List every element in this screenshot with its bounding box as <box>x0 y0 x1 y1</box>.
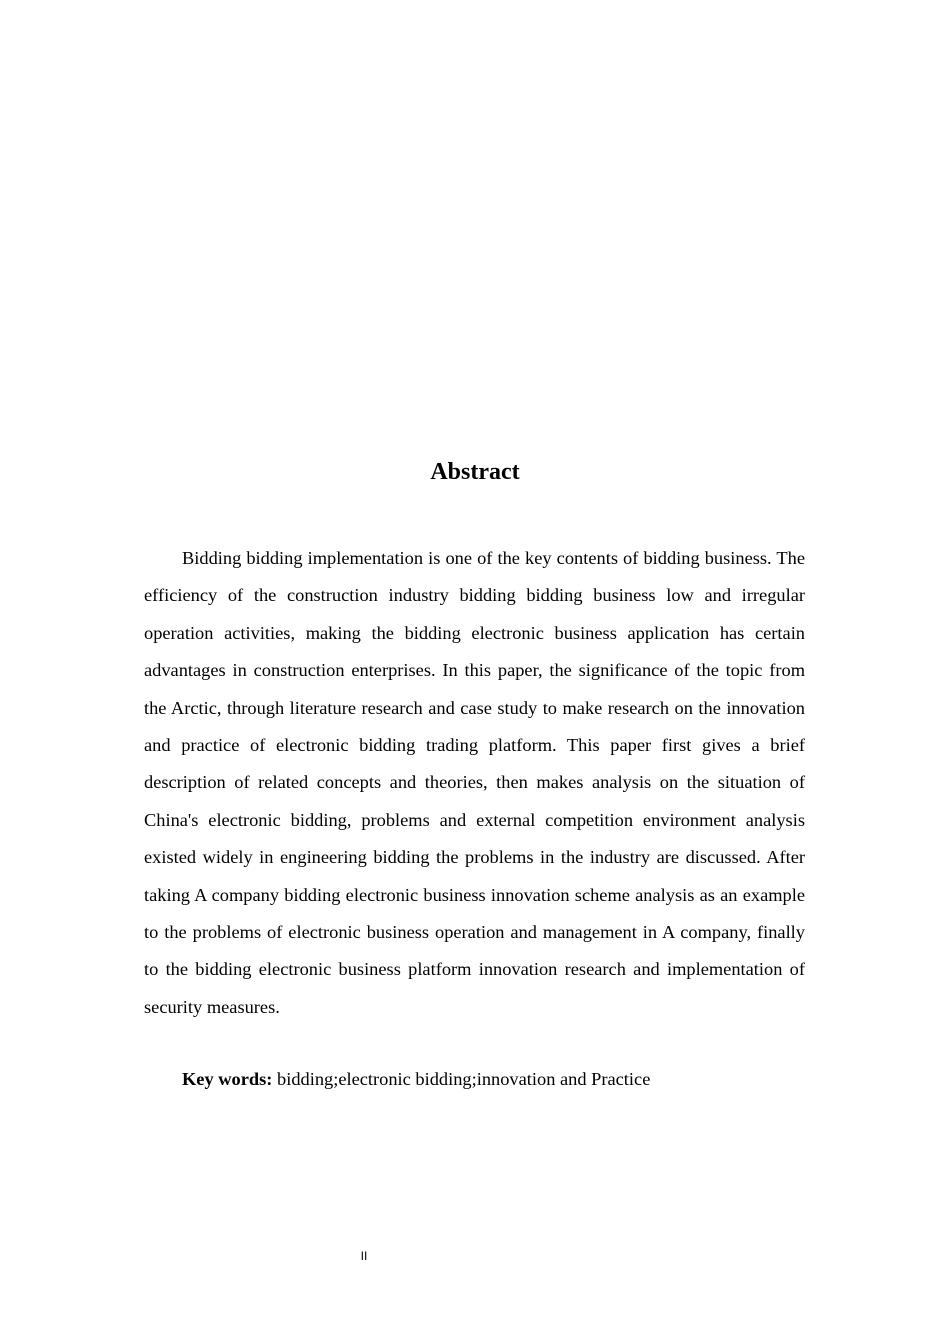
keywords-line <box>182 1064 805 1094</box>
keywords-value: bidding;electronic bidding;innovation and Practice <box>272 1069 651 1089</box>
abstract-title: Abstract <box>430 459 520 485</box>
page-number: II <box>360 1249 368 1263</box>
keywords-label: Key words: <box>182 1069 273 1089</box>
abstract-body: Bidding bidding implementation is one of the key contents of bidding business. The efficiency of the construction industry bidding bidding business low and irregular operation activities, making the bidding electronic business application has certain advantages in construction enterprises. In this paper, the significance of the topic from the Arctic, through literature research and case study to make research on the innovation and practice of electronic bidding trading platform. This paper first gives a brief description of related concepts and theories, then makes analysis on the situation of China's electronic bidding, problems and external competition environment analysis existed widely in engineering bidding the problems in the industry are discussed. After taking A company bidding electronic business innovation scheme analysis as an example to the problems of electronic business operation and management in A company, finally to the bidding electronic business platform innovation research and implementation of security measures. <box>144 548 805 1017</box>
